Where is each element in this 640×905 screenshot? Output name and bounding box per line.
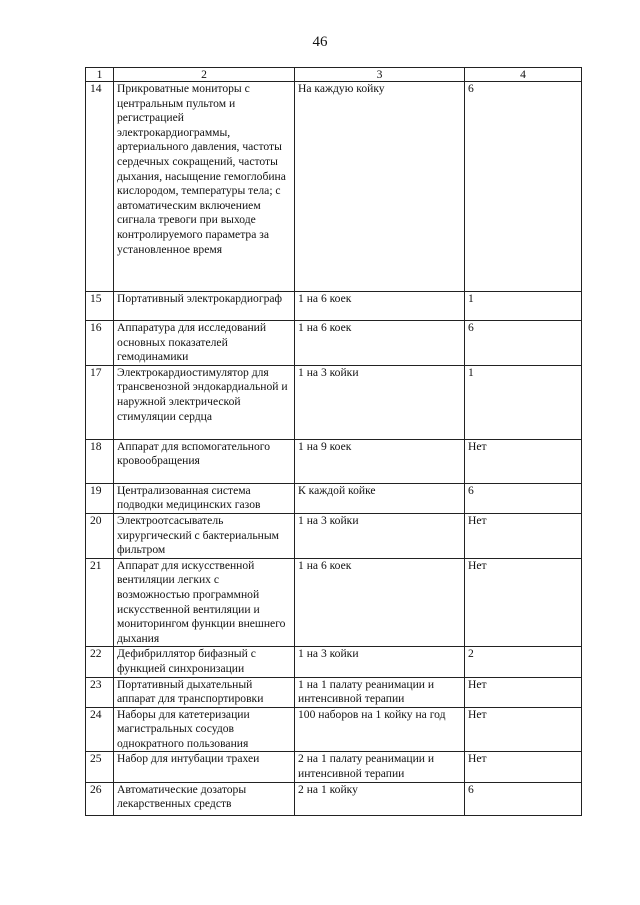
- equipment-norm-cell: 2 на 1 койку: [295, 782, 465, 815]
- equipment-norm-cell: 1 на 6 коек: [295, 292, 465, 321]
- equipment-quantity-cell: 6: [465, 483, 582, 513]
- column-header-number: 1: [86, 68, 114, 82]
- equipment-quantity-cell: Нет: [465, 558, 582, 647]
- table-row: [86, 292, 582, 321]
- row-number-cell: 22: [86, 647, 114, 677]
- equipment-name-cell: Дефибриллятор бифазный с функцией синхронизации: [114, 647, 295, 677]
- table-row: [86, 321, 582, 366]
- equipment-quantity-cell: 2: [465, 647, 582, 677]
- equipment-name-cell: Портативный дыхательный аппарат для транспортировки: [114, 677, 295, 707]
- equipment-quantity-cell: 1: [465, 365, 582, 439]
- row-number-cell: 21: [86, 558, 114, 647]
- table-row: [86, 707, 582, 752]
- equipment-name-cell: Наборы для катетеризации магистральных сосудов однократного пользования: [114, 707, 295, 752]
- equipment-table: [85, 67, 582, 816]
- row-number-cell: 19: [86, 483, 114, 513]
- equipment-name-cell: Портативный электрокардиограф: [114, 292, 295, 321]
- equipment-quantity-cell: 6: [465, 782, 582, 815]
- table-row: [86, 483, 582, 513]
- table-row: [86, 782, 582, 815]
- equipment-name-cell: Централизованная система подводки медицинских газов: [114, 483, 295, 513]
- equipment-quantity-cell: Нет: [465, 707, 582, 752]
- column-header-name: 2: [114, 68, 295, 82]
- table-row: [86, 752, 582, 782]
- equipment-name-cell: Аппарат для искусственной вентиляции легких с возможностью программной искусственной вентиляции и мониторингом функции внешнего дыхания: [114, 558, 295, 647]
- equipment-norm-cell: 1 на 9 коек: [295, 439, 465, 483]
- equipment-quantity-cell: Нет: [465, 513, 582, 558]
- row-number-cell: 26: [86, 782, 114, 815]
- table-row: [86, 558, 582, 647]
- column-header-norm: 3: [295, 68, 465, 82]
- row-number-cell: 15: [86, 292, 114, 321]
- table-row: [86, 677, 582, 707]
- equipment-name-cell: Прикроватные мониторы с центральным пультом и регистрацией электрокардиограммы, артериального давления, частоты сердечных сокращений, частоты дыхания, насыщение гемоглобина кислородом, температуры тела; с автоматическим включением сигнала тревоги при выходе контролируемого параметра за установленное время: [114, 82, 295, 292]
- equipment-quantity-cell: Нет: [465, 752, 582, 782]
- table-row: [86, 82, 582, 292]
- equipment-name-cell: Аппаратура для исследований основных показателей гемодинамики: [114, 321, 295, 366]
- equipment-norm-cell: 1 на 6 коек: [295, 321, 465, 366]
- table-header-row: [86, 68, 582, 82]
- equipment-quantity-cell: 6: [465, 321, 582, 366]
- equipment-norm-cell: 1 на 3 койки: [295, 513, 465, 558]
- equipment-norm-cell: 1 на 6 коек: [295, 558, 465, 647]
- equipment-norm-cell: 100 наборов на 1 койку на год: [295, 707, 465, 752]
- table-row: [86, 365, 582, 439]
- equipment-name-cell: Набор для интубации трахеи: [114, 752, 295, 782]
- row-number-cell: 16: [86, 321, 114, 366]
- equipment-norm-cell: 1 на 3 койки: [295, 647, 465, 677]
- column-header-quantity: 4: [465, 68, 582, 82]
- equipment-name-cell: Аппарат для вспомогательного кровообращения: [114, 439, 295, 483]
- equipment-name-cell: Электрокардиостимулятор для трансвенозной эндокардиальной и наружной электрической стимуляции сердца: [114, 365, 295, 439]
- equipment-norm-cell: 1 на 1 палату реанимации и интенсивной терапии: [295, 677, 465, 707]
- row-number-cell: 20: [86, 513, 114, 558]
- equipment-name-cell: Автоматические дозаторы лекарственных средств: [114, 782, 295, 815]
- equipment-norm-cell: На каждую койку: [295, 82, 465, 292]
- row-number-cell: 25: [86, 752, 114, 782]
- row-number-cell: 14: [86, 82, 114, 292]
- table-row: [86, 513, 582, 558]
- row-number-cell: 17: [86, 365, 114, 439]
- table-row: [86, 647, 582, 677]
- equipment-norm-cell: К каждой койке: [295, 483, 465, 513]
- equipment-quantity-cell: 1: [465, 292, 582, 321]
- equipment-quantity-cell: Нет: [465, 439, 582, 483]
- equipment-norm-cell: 1 на 3 койки: [295, 365, 465, 439]
- table-row: [86, 439, 582, 483]
- page-number: 46: [312, 34, 328, 50]
- equipment-quantity-cell: 6: [465, 82, 582, 292]
- equipment-norm-cell: 2 на 1 палату реанимации и интенсивной терапии: [295, 752, 465, 782]
- row-number-cell: 23: [86, 677, 114, 707]
- row-number-cell: 24: [86, 707, 114, 752]
- row-number-cell: 18: [86, 439, 114, 483]
- equipment-quantity-cell: Нет: [465, 677, 582, 707]
- equipment-name-cell: Электроотсасыватель хирургический с бактериальным фильтром: [114, 513, 295, 558]
